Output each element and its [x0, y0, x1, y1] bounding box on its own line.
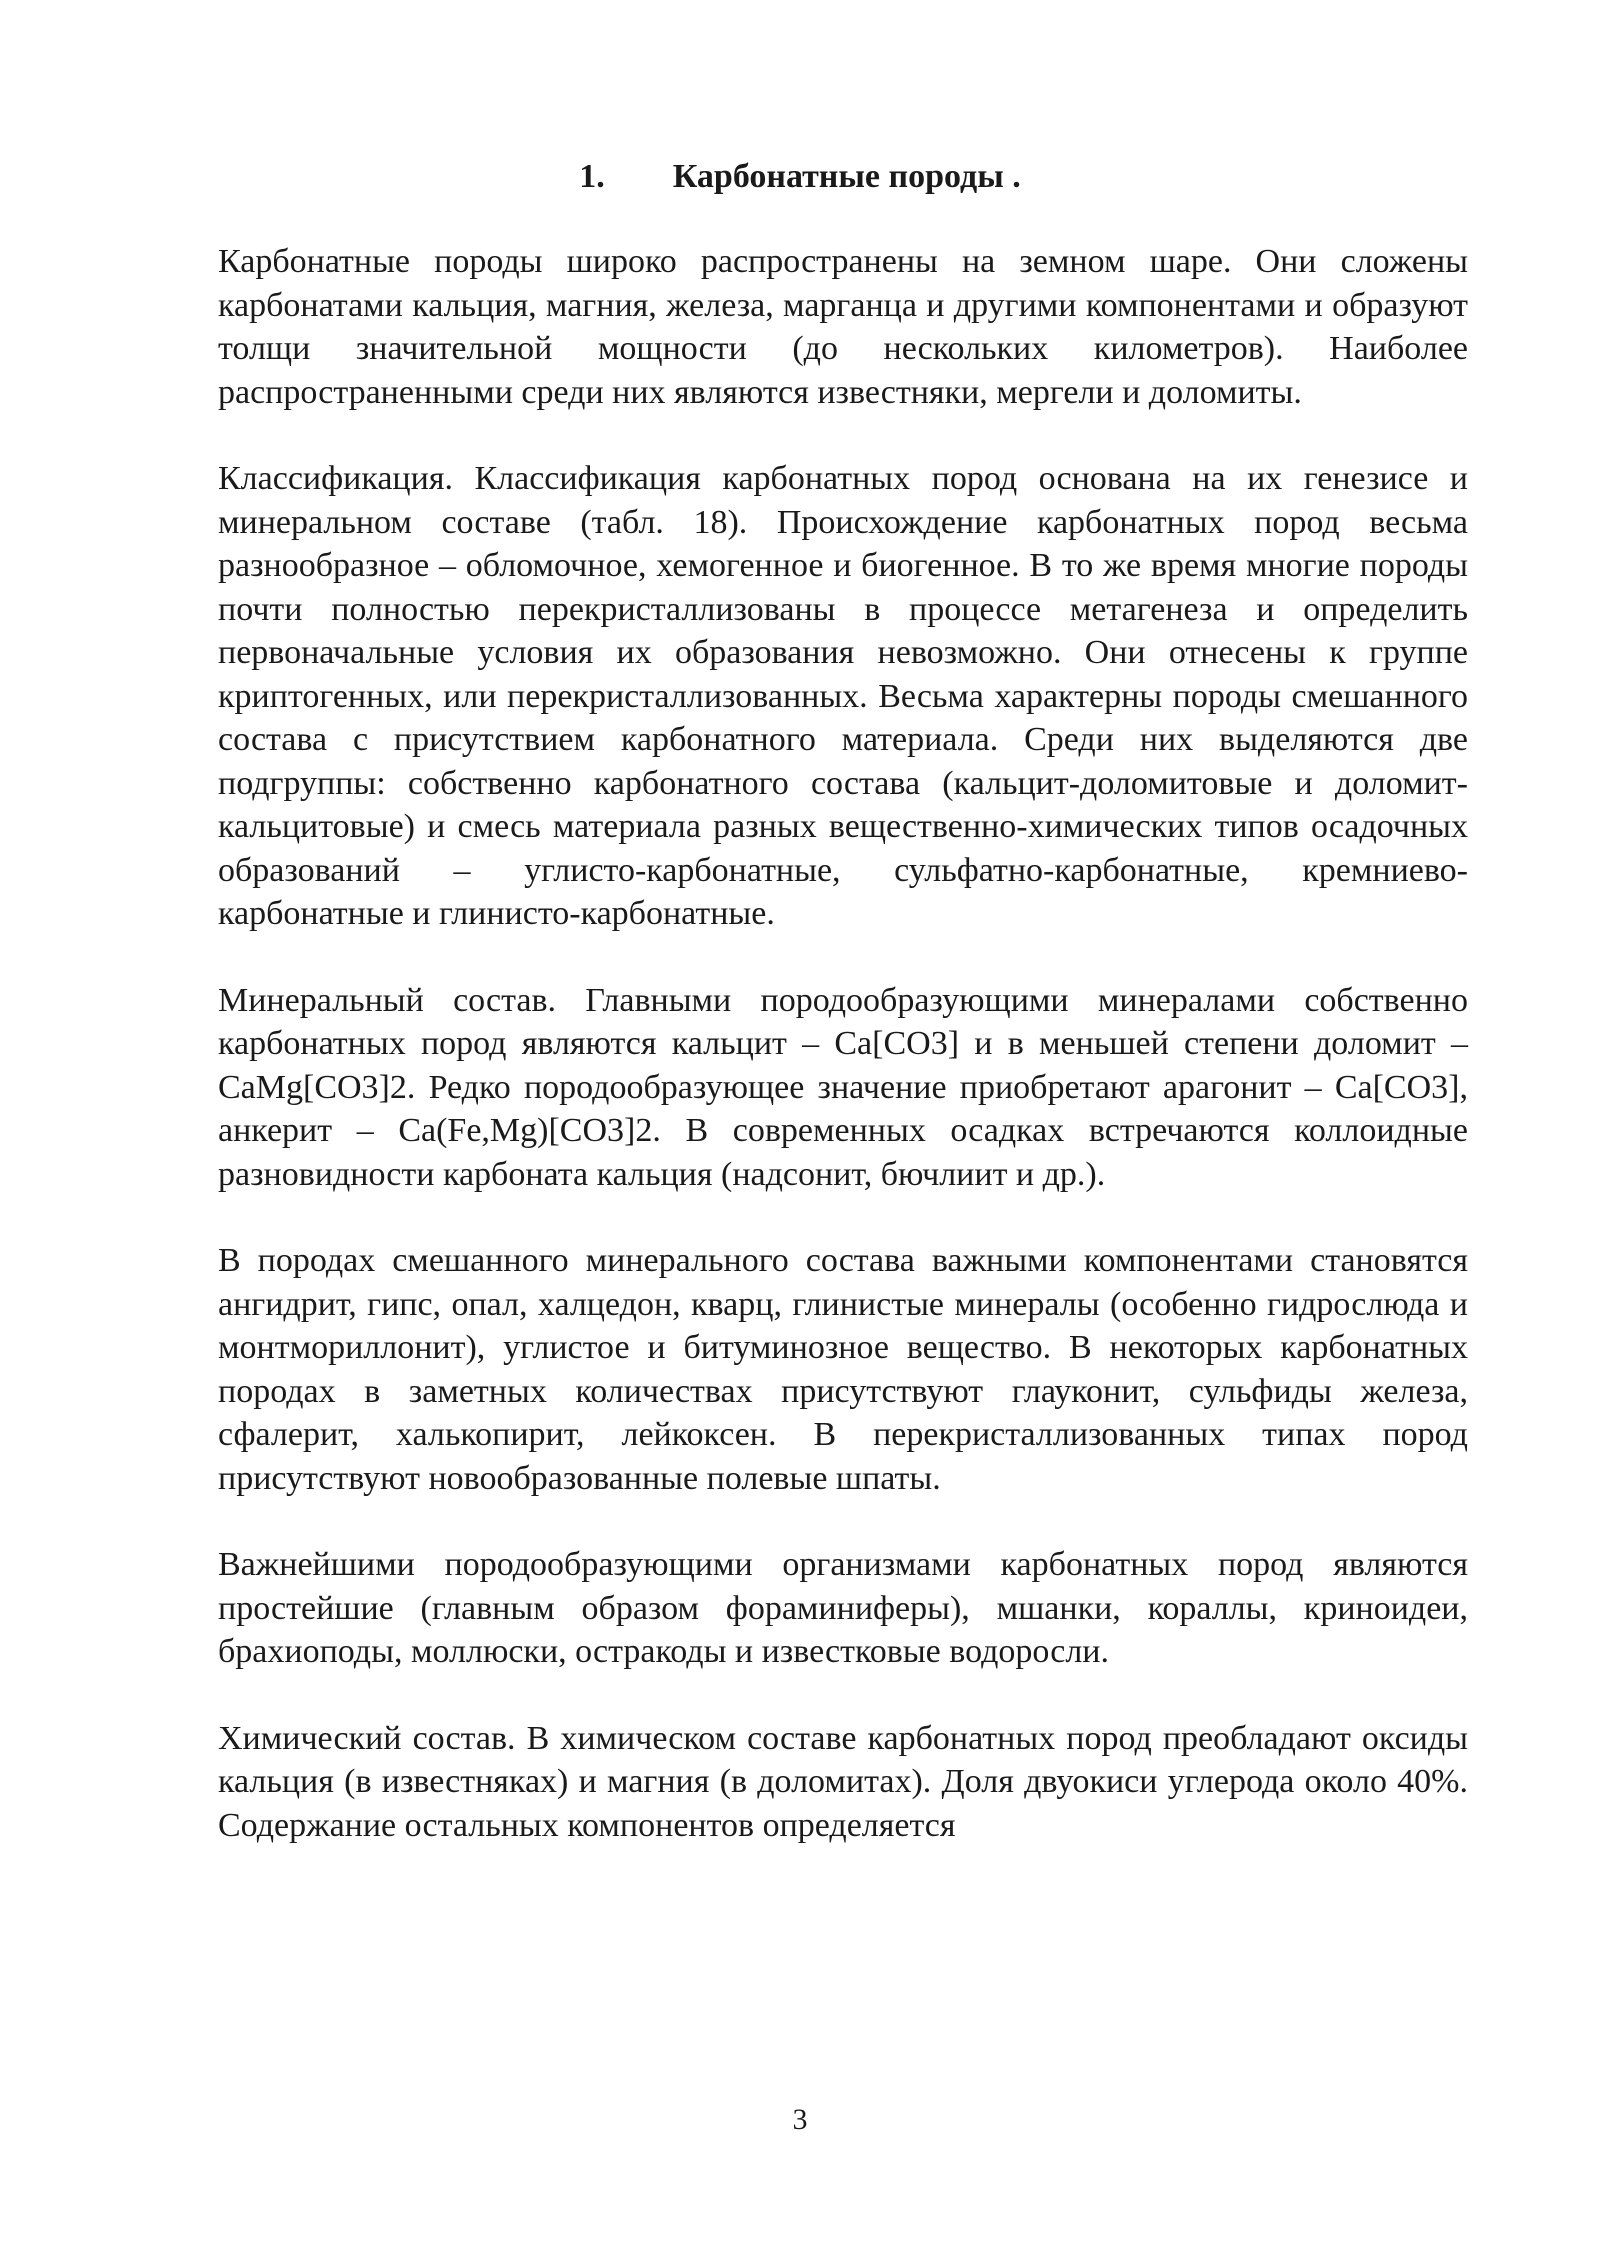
section-heading — [0, 152, 1600, 202]
page-number: 3 — [792, 2103, 808, 2136]
paragraph-classification: Классификация. Классификация карбонатных пород основана на их генезисе и минеральном составе (табл. 18). Происхождение карбонатных пород весьма разнообразное – обломочное, хемогенное и биогенное. В то же время многие породы почти полностью перекристаллизованы в процессе метагенеза и определить первоначальные условия их образования невозможно. Они отнесены к группе криптогенных, или перекристаллизованных. Весьма характерны породы смешанного состава с присутствием карбонатного материала. Среди них выделяются две подгруппы: собственно карбонатного состава (кальцит-доломитовые и доломит-кальцитовые) и смесь материала разных вещественно-химических типов осадочных образований – углисто-карбонатные, сульфатно-карбонатные, кремниево-карбонатные и глинисто-карбонатные. — [218, 460, 1468, 932]
paragraph-intro: Карбонатные породы широко распространены на земном шаре. Они сложены карбонатами кальция, магния, железа, марганца и другими компонентами и образуют толщи значительной мощности (до нескольких километров). Наиболее распространенными среди них являются известняки, мергели и доломиты. — [218, 243, 1468, 411]
paragraph-mineral-composition: Минеральный состав. Главными породообразующими минералами собственно карбонатных пород являются кальцит – Ca[CO3] и в меньшей степени доломит – CaMg[CO3]2. Редко породообразующее значение приобретают арагонит – Ca[CO3], анкерит – Ca(Fe,Mg)[CO3]2. В современных осадках встречаются коллоидные разновидности карбоната кальция (надсонит, бючлиит и др.). — [218, 981, 1468, 1193]
paragraph-mixed-composition: В породах смешанного минерального состава важными компонентами становятся ангидрит, гипс, опал, халцедон, кварц, глинистые минералы (особенно гидрослюда и монтмориллонит), углистое и битуминозное вещество. В некоторых карбонатных породах в заметных количествах присутствуют глауконит, сульфиды железа, сфалерит, халькопирит, лейкоксен. В перекристаллизованных типах пород присутствуют новообразованные полевые шпаты. — [218, 1242, 1468, 1497]
paragraph-organisms: Важнейшими породообразующими организмами карбонатных пород являются простейшие (главным образом фораминиферы), мшанки, кораллы, криноидеи, брахиоподы, моллюски, остракоды и известковые водоросли. — [218, 1546, 1468, 1670]
paragraph-chemical-composition: Химический состав. В химическом составе карбонатных пород преобладают оксиды кальция (в известняках) и магния (в доломитах). Доля двуокиси углерода около 40%. Содержание остальных компонентов определяется — [218, 1719, 1468, 1844]
body-text — [218, 240, 1468, 1890]
section-number: 1. — [579, 158, 605, 195]
section-title: Карбонатные породы . — [672, 158, 1021, 195]
